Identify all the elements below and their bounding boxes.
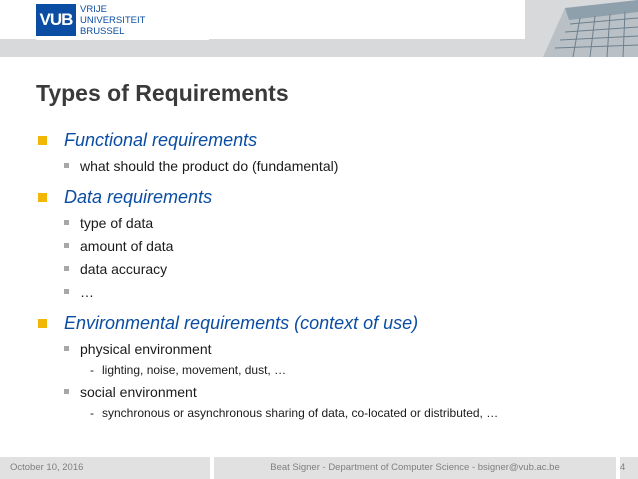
- list-item-text: social environment: [80, 383, 197, 400]
- sub-list-item-text: synchronous or asynchronous sharing of data, co-located or distributed, …: [102, 406, 499, 420]
- square-bullet-icon: [38, 193, 47, 202]
- list-item: [38, 234, 628, 257]
- section-heading-text: Environmental requirements (context of use): [64, 312, 419, 333]
- list-item-text: data accuracy: [80, 260, 168, 277]
- small-square-bullet-icon: [64, 220, 69, 225]
- list-item: [38, 257, 628, 280]
- sub-list-item: [38, 403, 628, 423]
- small-square-bullet-icon: [64, 266, 69, 271]
- building-photo: [525, 0, 638, 57]
- section-heading-text: Functional requirements: [64, 129, 258, 150]
- section-heading: [38, 126, 628, 154]
- list-item-text: what should the product do (fundamental): [80, 157, 339, 174]
- section-heading-text: Data requirements: [64, 186, 213, 207]
- small-square-bullet-icon: [64, 346, 69, 351]
- sub-list-item-text: lighting, noise, movement, dust, …: [102, 363, 287, 377]
- list-item: [38, 280, 628, 303]
- square-bullet-icon: [38, 136, 47, 145]
- list-item: [38, 380, 628, 403]
- small-square-bullet-icon: [64, 389, 69, 394]
- list-item: [38, 211, 628, 234]
- footer-date: October 10, 2016: [0, 457, 210, 479]
- university-name-line: UNIVERSITEIT: [80, 15, 146, 26]
- sub-list-item: [38, 360, 628, 380]
- list-item-text: amount of data: [80, 237, 174, 254]
- dash-bullet-icon: -: [90, 363, 94, 377]
- list-item-text: physical environment: [80, 340, 212, 357]
- list-item-text: …: [80, 283, 94, 300]
- dash-bullet-icon: -: [90, 406, 94, 420]
- slide-content: [38, 126, 628, 423]
- small-square-bullet-icon: [64, 243, 69, 248]
- list-item-text: type of data: [80, 214, 154, 231]
- university-name-line: BRUSSEL: [80, 26, 125, 37]
- page-number: 4: [620, 457, 638, 479]
- small-square-bullet-icon: [64, 289, 69, 294]
- university-name-line: VRIJE: [80, 4, 107, 15]
- slide-title: Types of Requirements: [36, 80, 289, 106]
- list-item: [38, 154, 628, 177]
- university-name: [80, 4, 145, 37]
- list-item: [38, 337, 628, 360]
- vub-logo-mark: VUB: [36, 4, 76, 36]
- section-heading: [38, 183, 628, 211]
- square-bullet-icon: [38, 319, 47, 328]
- section-heading: [38, 309, 628, 337]
- small-square-bullet-icon: [64, 163, 69, 168]
- footer-credit: Beat Signer - Department of Computer Science - bsigner@vub.ac.be: [214, 457, 616, 479]
- footer: [0, 457, 638, 479]
